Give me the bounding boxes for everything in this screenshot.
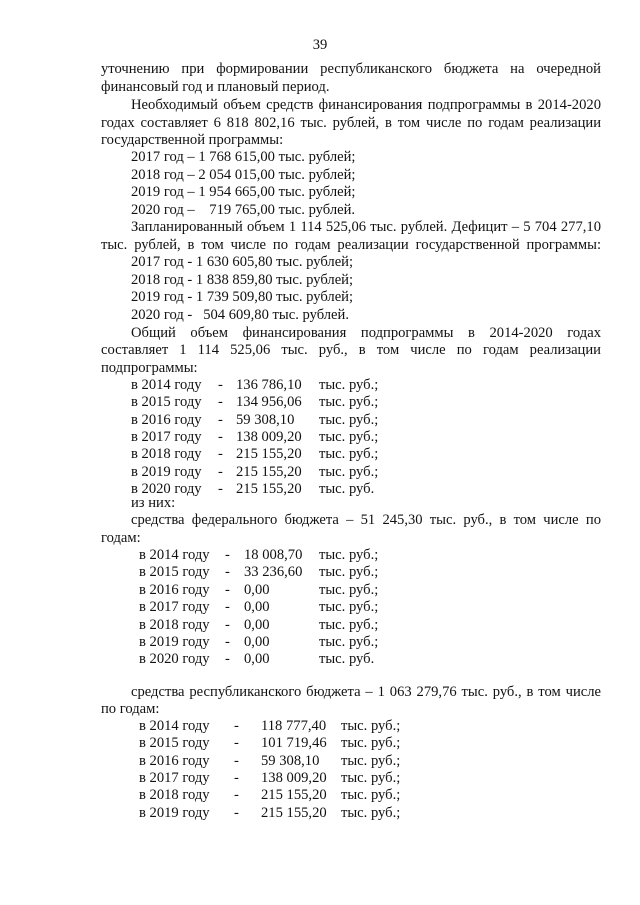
federal-year-row [0, 547, 640, 565]
republic-line-2: по годам: [101, 701, 160, 717]
republic-year-row-unit: тыс. руб.; [341, 769, 401, 786]
federal-year-row-amount: 0,00 [244, 634, 270, 650]
total-year-row-dash: - [218, 446, 223, 463]
need-year-2018: 2018 год – 2 054 015,00 тыс. рублей; [131, 167, 356, 183]
total-year-row-amount: 215 155,20 [236, 446, 302, 463]
planned-line-1: Запланированный объем 1 114 525,06 тыс. рублей. Дефицит – 5 704 277,10 [131, 219, 601, 235]
republic-year-row-dash: - [234, 787, 239, 804]
total-year-row [0, 412, 640, 430]
total-year-row [0, 377, 640, 395]
total-year-row-unit: тыс. руб. [319, 480, 375, 497]
total-year-row-year: в 2016 году [131, 411, 202, 428]
total-line-1: Общий объем финансирования подпрограммы в 2014-2020 годах [131, 325, 601, 341]
republic-year-row-dash: - [234, 735, 239, 752]
total-year-row-amount: 215 155,20 [236, 480, 302, 497]
republic-year-row [0, 735, 640, 753]
republic-year-row-unit: тыс. руб.; [341, 787, 401, 804]
federal-year-row-year: в 2016 году [139, 581, 210, 598]
total-year-row [0, 464, 640, 482]
total-year-row-unit: тыс. руб.; [319, 428, 379, 445]
total-year-row-amount: 215 155,20 [236, 463, 302, 480]
intro-line-1: уточнению при формировании республиканского бюджета на очередной [101, 61, 601, 77]
of-them-label: из них: [131, 495, 176, 511]
federal-year-row-amount: 0,00 [244, 581, 270, 598]
total-line-2: составляет 1 114 525,06 тыс. руб., в том числе по годам реализации [101, 342, 601, 358]
federal-year-row-unit: тыс. руб.; [319, 599, 379, 616]
total-year-row-unit: тыс. руб.; [319, 394, 379, 411]
federal-year-row-year: в 2018 году [139, 616, 210, 633]
total-year-row-dash: - [218, 428, 223, 445]
federal-year-row-unit: тыс. руб.; [319, 547, 379, 563]
republic-year-row-dash: - [234, 752, 239, 769]
planned-year-2017: 2017 год - 1 630 605,80 тыс. рублей; [131, 254, 354, 270]
republic-year-row-year: в 2018 году [139, 787, 210, 804]
planned-year-2020: 2020 год - 504 609,80 тыс. рублей. [131, 307, 349, 323]
federal-year-row-dash: - [225, 581, 230, 598]
total-year-row-unit: тыс. руб.; [319, 411, 379, 428]
total-year-row-dash: - [218, 411, 223, 428]
republic-year-row-amount: 59 308,10 [261, 752, 320, 769]
republic-line-1: средства республиканского бюджета – 1 063 279,76 тыс. руб., в том числе [131, 684, 601, 700]
federal-year-row-year: в 2017 году [139, 599, 210, 616]
republic-year-row-unit: тыс. руб.; [341, 735, 401, 752]
total-year-row [0, 429, 640, 447]
total-year-row-amount: 138 009,20 [236, 428, 302, 445]
federal-year-row-year: в 2019 году [139, 634, 210, 650]
total-year-row [0, 446, 640, 464]
total-year-row-dash: - [218, 394, 223, 411]
federal-year-row-unit: тыс. руб. [319, 651, 375, 668]
federal-year-row-amount: 0,00 [244, 651, 270, 668]
federal-year-row [0, 582, 640, 600]
total-year-row-dash: - [218, 463, 223, 480]
republic-year-row [0, 787, 640, 805]
federal-year-row [0, 634, 640, 652]
total-year-row-amount: 136 786,10 [236, 377, 302, 393]
federal-year-row [0, 651, 640, 669]
federal-year-row-dash: - [225, 599, 230, 616]
federal-year-row-year: в 2020 году [139, 651, 210, 668]
federal-year-row-amount: 0,00 [244, 599, 270, 616]
total-year-row-year: в 2015 году [131, 394, 202, 411]
federal-year-row-amount: 33 236,60 [244, 564, 303, 581]
republic-year-row-amount: 215 155,20 [261, 804, 327, 821]
republic-year-row-dash: - [234, 804, 239, 821]
federal-year-row-amount: 0,00 [244, 616, 270, 633]
total-year-row-year: в 2018 году [131, 446, 202, 463]
republic-year-row-year: в 2014 году [139, 718, 210, 734]
republic-year-row-unit: тыс. руб.; [341, 804, 401, 821]
federal-line-1: средства федерального бюджета – 51 245,30 тыс. руб., в том числе по [131, 512, 601, 528]
total-year-row [0, 394, 640, 412]
federal-year-row-unit: тыс. руб.; [319, 564, 379, 581]
total-year-row-dash: - [218, 480, 223, 497]
federal-year-row-dash: - [225, 547, 230, 563]
total-year-row-year: в 2020 году [131, 480, 202, 497]
federal-year-row-dash: - [225, 616, 230, 633]
republic-year-row-year: в 2016 году [139, 752, 210, 769]
republic-year-row-year: в 2017 году [139, 769, 210, 786]
intro-line-2: финансовый год и плановый период. [101, 79, 330, 95]
total-year-row-unit: тыс. руб.; [319, 446, 379, 463]
federal-line-2: годам: [101, 530, 141, 546]
federal-year-row [0, 599, 640, 617]
republic-year-row-amount: 138 009,20 [261, 769, 327, 786]
republic-year-row-dash: - [234, 718, 239, 734]
planned-year-2019: 2019 год - 1 739 509,80 тыс. рублей; [131, 289, 354, 305]
need-line-1: Необходимый объем средств финансирования подпрограммы в 2014-2020 [131, 97, 601, 113]
need-year-2017: 2017 год – 1 768 615,00 тыс. рублей; [131, 149, 356, 165]
federal-year-row-year: в 2015 году [139, 564, 210, 581]
planned-year-2018: 2018 год - 1 838 859,80 тыс. рублей; [131, 272, 354, 288]
republic-year-row [0, 753, 640, 771]
federal-year-row [0, 617, 640, 635]
total-line-3: подпрограммы: [101, 360, 198, 376]
page-number: 39 [312, 37, 328, 53]
federal-year-row [0, 564, 640, 582]
total-year-row-amount: 59 308,10 [236, 411, 295, 428]
need-line-3: государственной программы: [101, 132, 284, 148]
republic-year-row-amount: 215 155,20 [261, 787, 327, 804]
republic-year-row [0, 770, 640, 788]
federal-year-row-unit: тыс. руб.; [319, 616, 379, 633]
need-line-2: годах составляет 6 818 802,16 тыс. рублей, в том числе по годам реализации [101, 115, 601, 131]
planned-line-2: тыс. рублей, в том числе по годам реализации государственной программы: [101, 237, 601, 253]
federal-year-row-dash: - [225, 634, 230, 650]
republic-year-row-year: в 2015 году [139, 735, 210, 752]
federal-year-row-unit: тыс. руб.; [319, 634, 379, 650]
republic-year-row [0, 718, 640, 736]
republic-year-row-amount: 118 777,40 [261, 718, 327, 734]
total-year-row-dash: - [218, 377, 223, 393]
total-year-row-year: в 2019 году [131, 463, 202, 480]
total-year-row-unit: тыс. руб.; [319, 377, 379, 393]
total-year-row-year: в 2017 году [131, 428, 202, 445]
republic-year-row [0, 805, 640, 823]
federal-year-row-dash: - [225, 651, 230, 668]
republic-year-row-unit: тыс. руб.; [341, 752, 401, 769]
need-year-2020: 2020 год – 719 765,00 тыс. рублей. [131, 202, 356, 218]
federal-year-row-amount: 18 008,70 [244, 547, 303, 563]
total-year-row-unit: тыс. руб.; [319, 463, 379, 480]
republic-year-row-unit: тыс. руб.; [341, 718, 401, 734]
republic-year-row-year: в 2019 году [139, 804, 210, 821]
republic-year-row-dash: - [234, 769, 239, 786]
federal-year-row-dash: - [225, 564, 230, 581]
total-year-row-amount: 134 956,06 [236, 394, 302, 411]
need-year-2019: 2019 год – 1 954 665,00 тыс. рублей; [131, 184, 356, 200]
total-year-row-year: в 2014 году [131, 377, 202, 393]
federal-year-row-year: в 2014 году [139, 547, 210, 563]
republic-year-row-amount: 101 719,46 [261, 735, 327, 752]
federal-year-row-unit: тыс. руб.; [319, 581, 379, 598]
